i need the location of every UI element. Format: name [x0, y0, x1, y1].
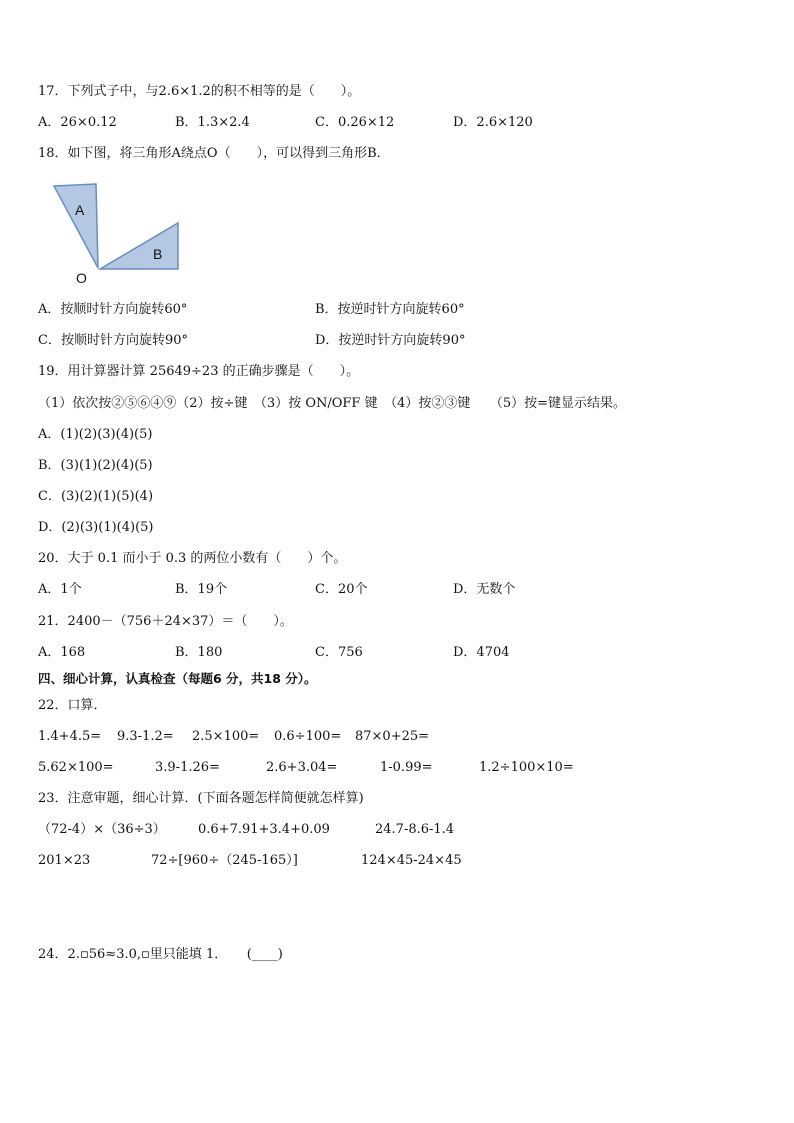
- q21-stem: 21．2400－（756＋24×37）＝（ ）。: [38, 614, 293, 629]
- q23-item: 72÷[960÷（245-165）]: [151, 853, 298, 868]
- q23-item: 0.6+7.91+3.4+0.09: [198, 822, 330, 837]
- rotation-figure: [40, 180, 200, 290]
- q22-stem: 22．口算．: [38, 698, 107, 713]
- q19-option-c: C．(3)(2)(1)(5)(4): [38, 489, 154, 504]
- section-title: 四、细心计算，认真检查（每题6 分，共18 分）。: [38, 671, 317, 686]
- q20-option-b: B．19个: [175, 582, 228, 597]
- q18-option-a: A．按顺时针方向旋转60°: [38, 302, 188, 317]
- q19-option-b: B．(3)(1)(2)(4)(5): [38, 458, 153, 473]
- q17-option-d: D．2.6×120: [453, 115, 533, 130]
- q24-stem: 24．2.▫56≈3.0,▫里只能填 1． (____): [38, 947, 283, 962]
- q21-option-b: B．180: [175, 645, 223, 660]
- q23-item: 124×45-24×45: [361, 853, 462, 868]
- q17-option-c: C．0.26×12: [315, 115, 395, 130]
- q18-option-b: B．按逆时针方向旋转60°: [315, 302, 465, 317]
- label-point-o: O: [76, 270, 87, 286]
- q23-item: 201×23: [38, 853, 91, 868]
- q22-item: 1-0.99=: [380, 760, 433, 775]
- triangle-a: [54, 184, 98, 268]
- q23-stem: 23．注意审题，细心计算．(下面各题怎样简便就怎样算): [38, 791, 364, 806]
- q20-stem: 20．大于 0.1 而小于 0.3 的两位小数有（ ）个。: [38, 551, 347, 566]
- q21-option-a: A．168: [38, 645, 86, 660]
- q18-stem: 18．如下图，将三角形A绕点O（ ），可以得到三角形B．: [38, 146, 390, 161]
- q22-item: 0.6÷100=: [274, 729, 342, 744]
- triangle-b: [100, 223, 178, 269]
- label-triangle-a: A: [75, 202, 85, 218]
- q22-item: 5.62×100=: [38, 760, 114, 775]
- q17-option-a: A．26×0.12: [38, 115, 117, 130]
- q22-item: 9.3-1.2=: [117, 729, 174, 744]
- q21-option-d: D．4704: [453, 645, 510, 660]
- q23-item: （72-4）×（36÷3）: [38, 822, 166, 837]
- q19-steps: （1）依次按②⑤⑥④⑨（2）按÷键 （3）按 ON/OFF 键 （4）按②③键 （5）按=键显示结果。: [38, 396, 627, 411]
- q22-item: 3.9-1.26=: [155, 760, 220, 775]
- q20-option-d: D．无数个: [453, 582, 516, 597]
- q19-stem: 19．用计算器计算 25649÷23 的正确步骤是（ ）。: [38, 364, 360, 379]
- q17-stem: 17．下列式子中，与2.6×1.2的积不相等的是（ ）。: [38, 84, 361, 99]
- q18-option-c: C．按顺时针方向旋转90°: [38, 333, 188, 348]
- q22-item: 1.4+4.5=: [38, 729, 102, 744]
- q23-item: 24.7-8.6-1.4: [375, 822, 455, 837]
- q21-option-c: C．756: [315, 645, 363, 660]
- q19-option-d: D．(2)(3)(1)(4)(5): [38, 520, 154, 535]
- q22-item: 2.6+3.04=: [266, 760, 338, 775]
- q22-item: 2.5×100=: [192, 729, 260, 744]
- q22-item: 87×0+25=: [355, 729, 430, 744]
- q20-option-c: C．20个: [315, 582, 368, 597]
- q20-option-a: A．1个: [38, 582, 82, 597]
- q17-option-b: B．1.3×2.4: [175, 115, 250, 130]
- label-triangle-b: B: [153, 246, 163, 262]
- q19-option-a: A．(1)(2)(3)(4)(5): [38, 427, 153, 442]
- q22-item: 1.2÷100×10=: [479, 760, 574, 775]
- q18-option-d: D．按逆时针方向旋转90°: [315, 333, 466, 348]
